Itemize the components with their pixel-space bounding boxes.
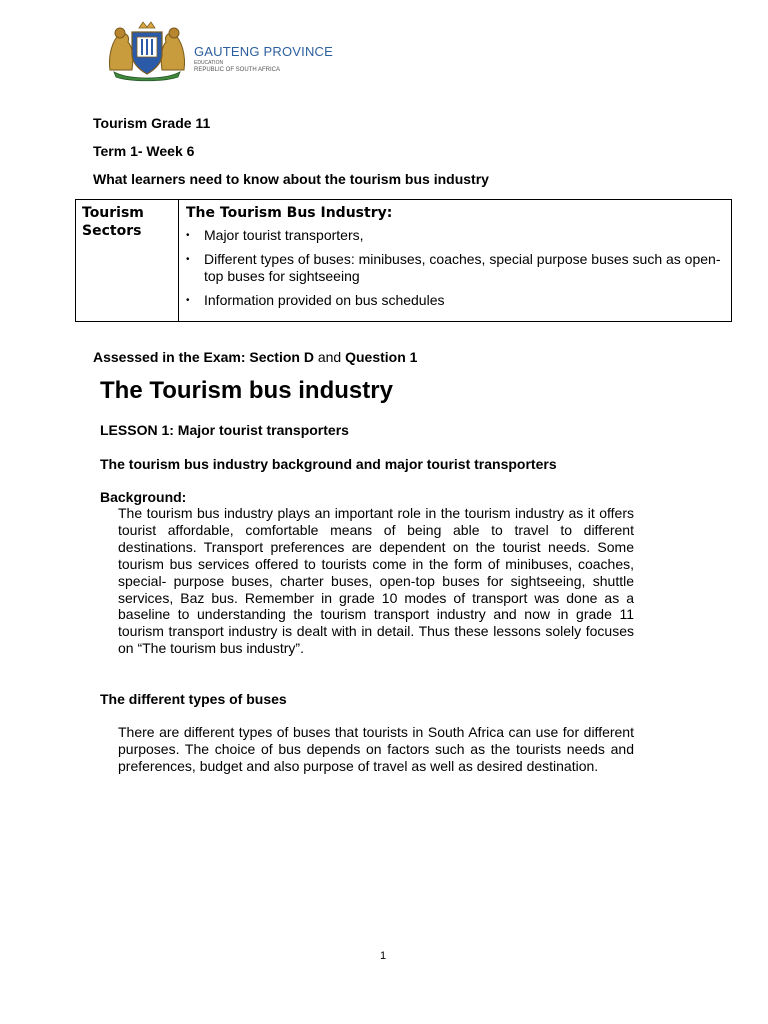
background-heading: Background: [100,489,187,505]
org-name: GAUTENG PROVINCE [194,44,333,59]
lesson-heading: LESSON 1: Major tourist transporters [100,422,349,438]
list-item: • Different types of buses: minibuses, coaches, special purpose buses such as open-top buses for sightseeing [186,251,721,284]
assessed-section: Assessed in the Exam: Section D [93,349,314,365]
sectors-label: Tourism Sectors [82,205,144,239]
background-paragraph: The tourism bus industry plays an important role in the tourism industry as it offers tourist affordable, comfortable means of being able to travel to different destinations. Transport preferences are dependent on the tourist needs. Some tourism bus services offered to tourists come in the form of minibuses, coaches, special- purpose buses, charter buses, open-top buses for sightseeing, shuttle services, Baz bus. Remember in grade 10 modes of transport was done as a baseline to understanding the tourism transport industry and now in grade 11 tourism transport industry is dealt with in detail. Thus these lessons solely focuses on “The tourism bus industry”. [118,505,634,657]
subject-title: Tourism Grade 11 [93,115,211,131]
list-item: • Major tourist transporters, [186,227,364,243]
assessed-question: Question 1 [345,349,418,365]
sector-title: The Tourism Bus Industry: [186,205,393,221]
department-name: EDUCATION [194,60,224,66]
assessed-line [93,349,417,365]
sectors-table [75,199,732,322]
sectors-content-cell [179,200,732,322]
section-heading: The tourism bus industry background and major tourist transporters [100,456,557,472]
list-item: • Information provided on bus schedules [186,292,445,308]
page-title: The Tourism bus industry [100,377,393,404]
assessed-and: and [313,349,346,365]
sectors-label-cell [76,200,179,322]
bus-types-paragraph: There are different types of buses that tourists in South Africa can use for different purposes. The choice of bus depends on factors such as the tourists needs and preferences, budget and also purpose of travel as well as desired destination. [118,724,634,774]
coat-of-arms-icon [104,20,190,82]
bullet-icon: • [186,254,190,265]
term-week: Term 1- Week 6 [93,143,195,159]
need-to-know-heading: What learners need to know about the tourism bus industry [93,171,489,187]
bullet-icon: • [186,230,190,241]
republic-name: REPUBLIC OF SOUTH AFRICA [194,67,281,73]
page-number: 1 [380,950,387,962]
bullet-icon: • [186,295,190,306]
gauteng-logo [104,20,334,82]
sector-bullet-list [186,227,724,309]
bus-types-heading: The different types of buses [100,691,287,707]
